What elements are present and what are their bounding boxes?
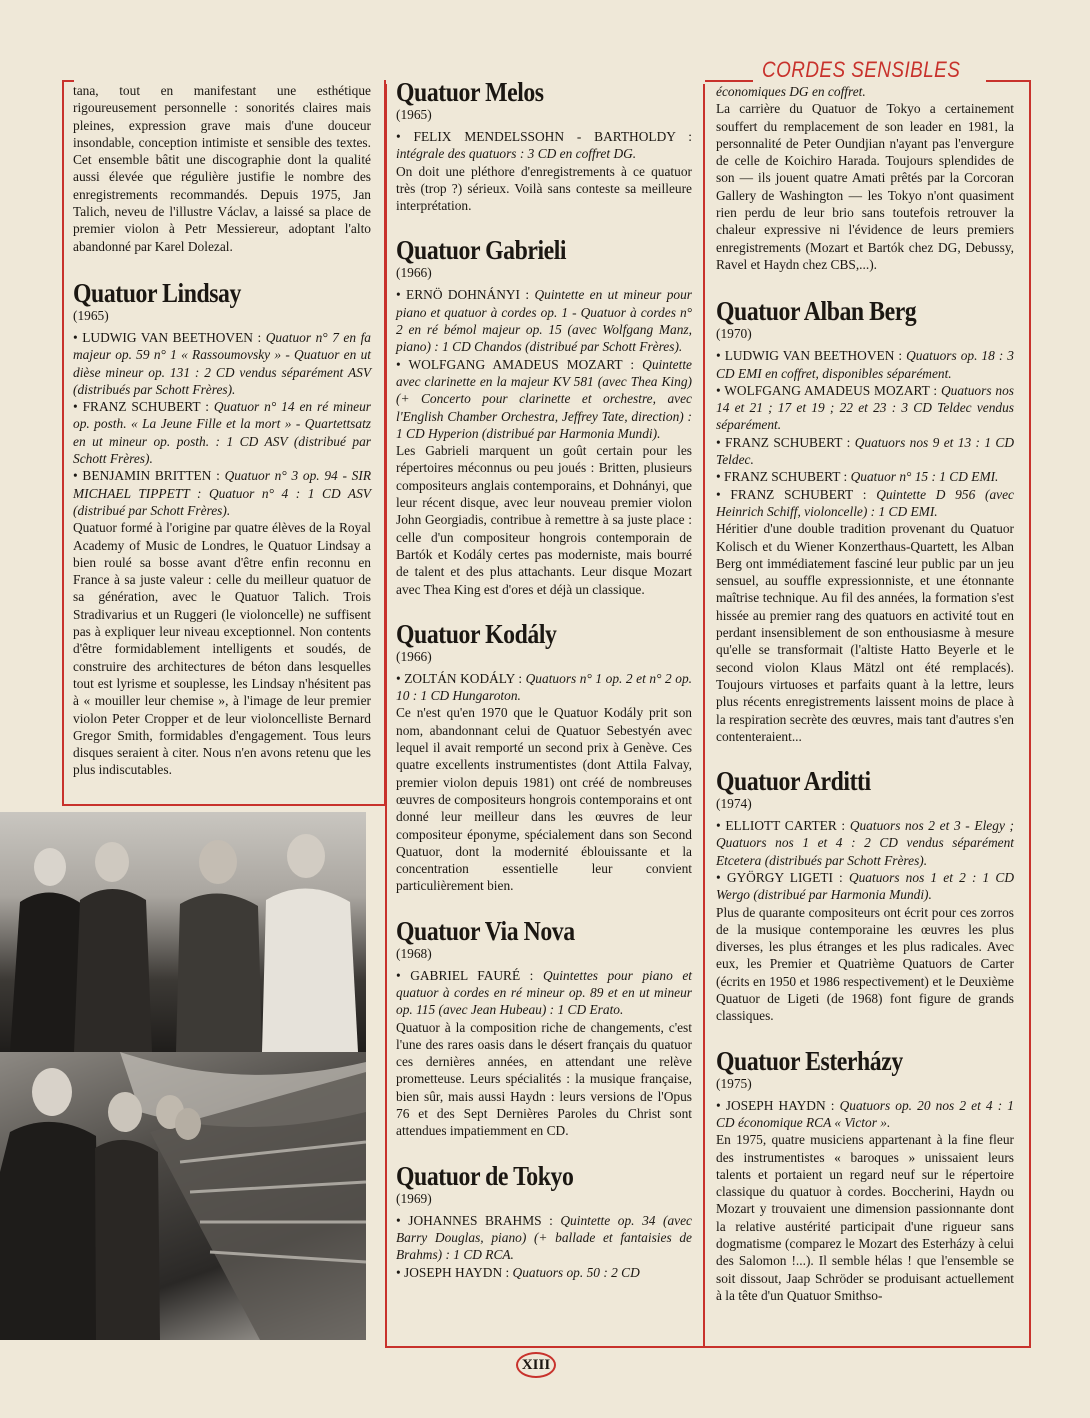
discography-entry: • FRANZ SCHUBERT : Quatuor n° 14 en ré mineur op. posth. « La Jeune Fille et la mort » - Quartettsatz en ut mineur op. posth. : 1 CD ASV (distribué par Schott Frères).	[73, 399, 372, 467]
discography-entry: • FRANZ SCHUBERT : Quatuors nos 9 et 13 : 1 CD Teldec.	[716, 434, 1015, 468]
section-title: Quatuor Melos	[396, 77, 544, 107]
discography-entry: • FRANZ SCHUBERT : Quintette D 956 (avec Heinrich Schiff, violoncelle) : 1 CD EMI.	[716, 486, 1014, 519]
bottom-rule	[385, 1346, 1031, 1348]
section-title: Quatuor Lindsay	[73, 277, 241, 308]
section-body: Plus de quarante compositeurs ont écrit pour ces zorros de la musique contemporaine les œuvres les plus diverses, les plus étranges et les plus radicales. Avec eux, les Premier et Quatrième Quatuors de Carter (écrits en 1950 et 1986 respectivement) et le Deuxième Quatuor de Ligeti (de 1968) font figure de grands classiques.	[716, 904, 1014, 1024]
section-body: La carrière du Quatuor de Tokyo a certainement souffert du remplacement de son leader en 1981, la personnalité de Peter Oundjian n'ayant pas l'envergure de celle de Koichiro Harada. Toujours splendides de son — ils jouent quatre Amati prêtés par la Corcoran Gallery de Washington — les Tokyo n'ont quasiment rien perdu de leur brio sans toutefois retrouver la chaleur expressive ni l'évidence de leurs premiers enregistrements (Mozart et Bartók chez DG, Debussy, Ravel et Haydn chez CBS,...).	[716, 101, 1014, 272]
section-title: Quatuor Via Nova	[396, 915, 575, 946]
section-title: Quatuor Alban Berg	[716, 296, 917, 327]
section-body: Quatuor à la composition riche de changements, c'est l'une des rares oasis dans le désert français du quatuor ces dernières années, en attendant une relève prometteuse. Leurs spécialités : la musique française, bien sûr, mais aussi Haydn : leurs versions de l'Opus 76 et des Sept Dernières Paroles du Christ sont attendues impatiemment en CD.	[396, 1019, 692, 1139]
section-year: (1969)	[396, 1190, 432, 1206]
discography-entry: • GABRIEL FAURÉ : Quintettes pour piano et quatuor à cordes en ré mineur op. 89 et en ut mineur op. 115 (avec Jean Hubeau) : 1 CD Erato.	[396, 967, 693, 1018]
discography-entry: • GYÖRGY LIGETI : Quatuors nos 1 et 2 : 1 CD Wergo (distribué par Harmonia Mundi).	[716, 869, 1014, 903]
section-year: (1975)	[716, 1075, 752, 1091]
intro-paragraph: tana, tout en manifestant une esthétique rigoureusement personnelle : sonorités claires mais pleines, expression grave mais d'une douceur insondable, conception intimiste et sensible des textes. Cet ensemble bâtit une discographie dont la qualité aussi élevée que régulière justifie le nombre des enregistrements recommandés. Depuis 1975, Jan Talich, neveu de l'illustre Václav, a laissé sa place de premier violon à Petr Messiereur, adoptant l'alto abandonné par Karel Dolezal.	[73, 83, 371, 254]
quartet-photo	[0, 812, 366, 1052]
discography-entry: • LUDWIG VAN BEETHOVEN : Quatuors op. 18 : 3 CD EMI en coffret, disponibles séparément.	[716, 348, 1014, 381]
section-lindsay	[73, 279, 371, 779]
discography-entry: • JOSEPH HAYDN : Quatuors op. 50 : 2 CD	[396, 1264, 640, 1280]
discography-entry: • JOSEPH HAYDN : Quatuors op. 20 nos 2 et 4 : 1 CD économique RCA « Victor ».	[716, 1097, 1014, 1130]
section-body: Quatuor formé à l'origine par quatre élèves de la Royal Academy of Music de Londres, le Quatuor Lindsay a bien roulé sa bosse avant d'être enfin reconnu en France à sa juste valeur : celle du meilleur quatuor de sa génération, avec le Quatuor Talich. Trois Stradivarius et un Ruggeri (le violoncelle) ne suffisent pas à expliquer leur niveau exceptionnel. Non contents d'être formidablement intelligents et soudés, de construire des architectures de béton dans lesquelles tout est lyrisme et souplesse, les Lindsay n'hésitent pas à « mouiller leur chemise », à l'image de leur premier violon Peter Cropper et de leur violoncelliste Bernard Gregor Smith, formidables d'engagement. Tous leurs disques seraient à citer. Nous n'en avons retenu que les plus indiscutables.	[73, 520, 371, 778]
quartet-photo-illustration	[0, 1052, 366, 1340]
discography-entry: • WOLFGANG AMADEUS MOZART : Quatuors nos 14 et 21 ; 17 et 19 ; 22 et 23 : 3 CD Teldec vendus séparément.	[716, 382, 1014, 433]
section-year: (1965)	[73, 307, 109, 323]
section-kodaly	[396, 620, 692, 895]
discography-entry: • JOHANNES BRAHMS : Quintette op. 34 (avec Barry Douglas, piano) (+ ballade et fantaisies de Brahms) : 1 CD RCA.	[396, 1212, 692, 1263]
section-title: Quatuor Arditti	[716, 766, 871, 797]
section-vianova	[396, 917, 692, 1140]
discography-entry-continued: économiques DG en coffret.	[716, 84, 866, 99]
section-melos	[396, 78, 692, 214]
section-header: CORDES SENSIBLES	[762, 57, 961, 82]
section-arditti	[716, 767, 1014, 1025]
section-body: On doit une pléthore d'enregistrements à ce quatuor très (trop ?) sérieux. Voilà sans conteste sa meilleure interprétation.	[396, 163, 692, 214]
right-column	[716, 83, 1014, 1304]
section-year: (1966)	[396, 648, 432, 664]
section-body: Héritier d'une double tradition provenant du Quatuor Kolisch et du Wiener Konzerthaus-Quartett, les Alban Berg ont immédiatement fasciné leur public par un jeu sensuel, au souffle expressionniste, et une étonnante maîtrise technique. Au fil des années, la formation s'est hissée au premier rang des quatuors en activité tout en perdant insensiblement de son enthousiasme à mesure qu'elle se transformait (l'altiste Hatto Beyerle et le second violon Klaus Mätzl ont été remplacés). Toujours virtuoses et parfaits quant à la lettre, leurs plus récents enregistrements laissent moins de place à la respiration secrète des œuvres, mais tant d'autres s'en contenteraient...	[716, 521, 1014, 744]
discography-entry: • ZOLTÁN KODÁLY : Quatuors n° 1 op. 2 et n° 2 op. 10 : 1 CD Hungaroton.	[396, 670, 692, 704]
section-tokyo	[396, 1162, 692, 1281]
discography-entry: • WOLFGANG AMADEUS MOZART : Quintette avec clarinette en la majeur KV 581 (avec Thea King) (+ Concerto pour clarinette et orchestre, avec l'English Chamber Orchestra, Jeffrey Tate, direction) : 1 CD Hyperion (distribué par Harmonia Mundi).	[396, 356, 692, 441]
discography-entry: • ERNÖ DOHNÁNYI : Quintette en ut mineur pour piano et quatuor à cordes op. 1 - Quatuor à cordes n° 2 en ré bémol majeur op. 15 (avec Wolfgang Manz, piano) : 1 CD Chandos (distribué par Schott Frères).	[396, 287, 692, 355]
section-body: Les Gabrieli marquent un goût certain pour les répertoires méconnus ou peu joués : Britten, plusieurs compositeurs anglais contemporains, et Dohnányi, que leur récent disque, avec leur nouveau premier violon John Georgiadis, contribue à remettre à sa juste place : celle d'un compositeur hongrois contemporain de Bartók et Kodály certes pas moderniste, mais bourré de talent et des plus attachants. Leur disque Mozart avec Thea King est d'ores et déjà un classique.	[396, 443, 692, 597]
discography-entry: • FRANZ SCHUBERT : Quatuor n° 15 : 1 CD EMI.	[716, 469, 999, 485]
section-year: (1965)	[396, 107, 432, 122]
section-body: En 1975, quatre musiciens appartenant à la fine fleur des instrumentistes « baroques » unissaient leurs talents et portaient un regard neuf sur le répertoire classique du quatuor à cordes. Boccherini, Haydn ou Mozart y trouvaient une dimension passionnante dont la relative austérité participait d'une rigueur sans dogmatisme (comparez le Mozart des Esterházy à celui des Salomon !...). Il semble hélas ! que l'ensemble se soit dissout, Jaap Schröder se produisant actuellement à la tête d'un Quatuor Smithso-	[716, 1132, 1014, 1303]
discography-entry: • FELIX MENDELSSOHN - BARTHOLDY : intégrale des quatuors : 3 CD en coffret DG.	[396, 129, 692, 162]
section-albanberg	[716, 297, 1014, 745]
top-rule	[705, 80, 753, 82]
quartet-photo	[0, 1052, 366, 1340]
discography-entry: • BENJAMIN BRITTEN : Quatuor n° 3 op. 94 - SIR MICHAEL TIPPETT : Quatuor n° 4 : 1 CD ASV (distribué par Schott Frères).	[73, 468, 371, 518]
column-divider	[385, 84, 387, 1346]
section-esterhazy	[716, 1047, 1014, 1305]
quartet-photo-illustration	[0, 812, 366, 1052]
discography-entry: • LUDWIG VAN BEETHOVEN : Quatuor n° 7 en fa majeur op. 59 n° 1 « Rassoumovsky » - Quatuor en ut dièse mineur op. 131 : 2 CD vendus séparément ASV (distribués par Schott Frères).	[73, 329, 371, 397]
section-year: (1970)	[716, 326, 752, 342]
section-body: Ce n'est qu'en 1970 que le Quatuor Kodály prit son nom, abandonnant celui de Quatuor Sebestyén avec lequel il avait remporté un second prix à Genève. Ces quatre excellents instrumentistes (dont Attila Falvay, premier violon depuis 1981) ont créé de nombreuses œuvres de compositeurs hongrois contemporains et ont donné leur meilleur dans les œuvres de leur compositeur éponyme, spécialement dans son Second Quatuor, dont la modernité éblouissante et la concentration essentielle leur convient particulièrement bien.	[396, 705, 692, 894]
section-title: Quatuor de Tokyo	[396, 1160, 574, 1191]
top-rule	[986, 80, 1031, 82]
section-title: Quatuor Esterházy	[716, 1045, 903, 1076]
section-year: (1968)	[396, 945, 432, 961]
section-gabrieli	[396, 236, 692, 597]
section-year: (1974)	[716, 796, 752, 812]
page-number: XIII	[516, 1352, 556, 1378]
middle-column	[396, 78, 692, 1281]
left-column	[73, 82, 371, 779]
section-title: Quatuor Gabrieli	[396, 235, 567, 266]
section-year: (1966)	[396, 265, 432, 281]
section-title: Quatuor Kodály	[396, 618, 557, 649]
discography-entry: • ELLIOTT CARTER : Quatuors nos 2 et 3 - Elegy ; Quatuors nos 1 et 4 : 2 CD vendus séparément Etcetera (distribués par Schott Frères).	[716, 818, 1014, 868]
